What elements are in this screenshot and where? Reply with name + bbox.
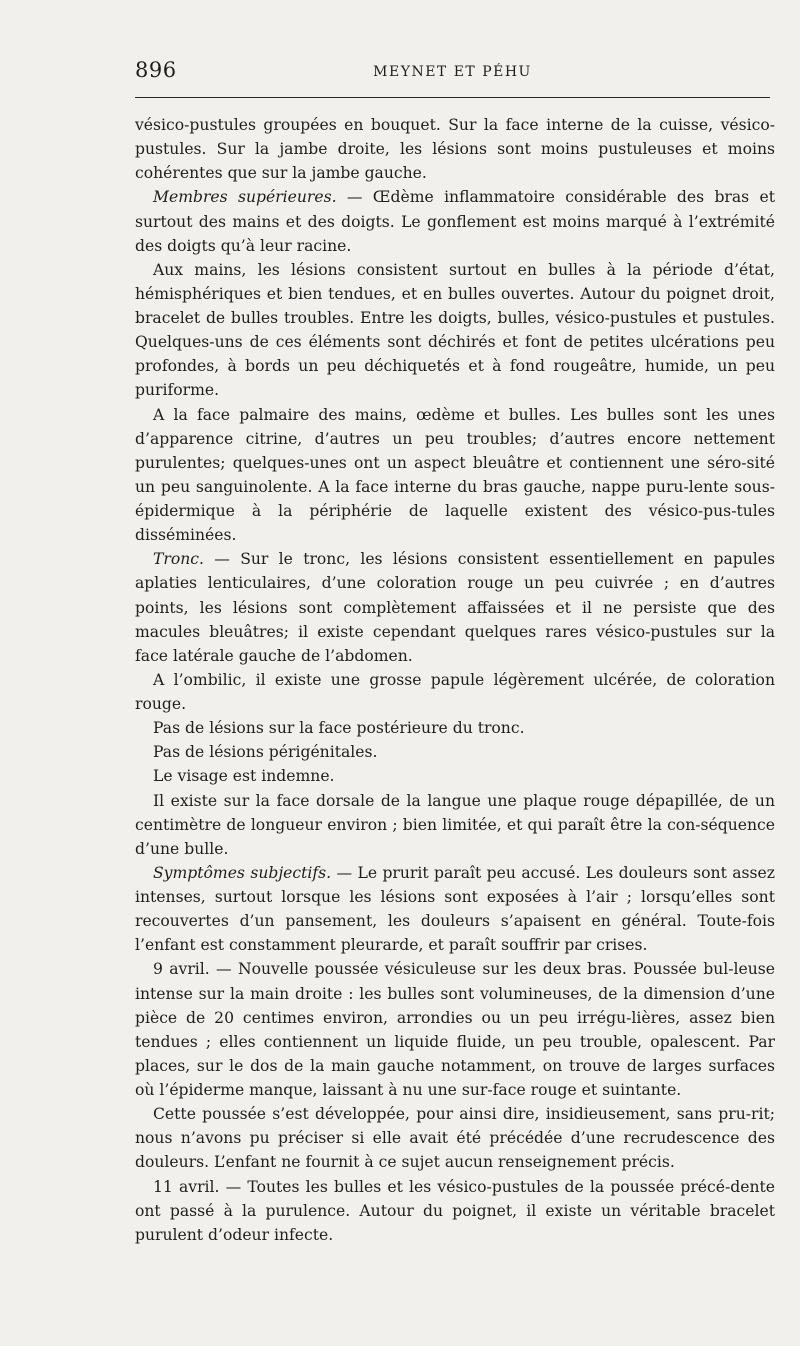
paragraph — [135, 1175, 775, 1247]
paragraph-text: A l’ombilic, il existe une grosse papule légèrement ulcérée, de coloration rouge. — [135, 670, 775, 713]
paragraph-text: — Le prurit paraît peu accusé. Les douleurs sont assez intenses, surtout lorsque les lésions sont exposées à l’air ; lorsqu’elles sont recouvertes d’un pansement, les douleurs s’apaisent en général. Toute-fois l’enfant est constamment pleurarde, et paraît souffrir par crises. — [135, 863, 775, 955]
paragraph-text: — Œdème inflammatoire considérable des bras et surtout des mains et des doigts. Le gonflement est moins marqué à l’extrémité des doigts qu’à leur racine. — [135, 188, 775, 255]
paragraph — [135, 113, 775, 185]
paragraph-text: Pas de lésions sur la face postérieure du tronc. — [153, 719, 525, 738]
page-number: 896 — [135, 58, 177, 82]
paragraph — [135, 861, 775, 958]
paragraph — [135, 740, 775, 764]
paragraph — [135, 716, 775, 740]
paragraph-text: Cette poussée s’est développée, pour ainsi dire, insidieusement, sans pru-rit; nous n’avons pu préciser si elle avait été précédée d’une recrudescence des douleurs. L’enfant ne fournit à ce sujet aucun renseignement précis. — [135, 1105, 775, 1172]
paragraph-text: vésico-pustules groupées en bouquet. Sur la face interne de la cuisse, vésico-pustules. Sur la jambe droite, les lésions sont moins pustuleuses et moins cohérentes que sur la jambe gauche. — [135, 116, 775, 183]
paragraph — [135, 547, 775, 668]
paragraph-lead: Membres supérieures. — [153, 188, 337, 207]
paragraph — [135, 957, 775, 1102]
running-head: MEYNET ET PÉHU — [373, 64, 532, 80]
paragraph-text: Aux mains, les lésions consistent surtout en bulles à la période d’état, hémisphériques et bien tendues, et en bulles ouvertes. Autour du poignet droit, bracelet de bulles troubles. Entre les doigts, bulles, vésico-pustules et pustules. Quelques-uns de ces éléments sont déchirés et font de petites ulcérations peu profondes, à bords un peu déchiquetés et à fond rougeâtre, humide, un peu puriforme. — [135, 260, 775, 400]
paragraph-text: — Sur le tronc, les lésions consistent essentiellement en papules aplaties lenticulaires, d’une coloration rouge un peu cuivrée ; en d’autres points, les lésions sont complètement affaissées et il ne persiste que des macules bleuâtres; il existe cependant quelques rares vésico-pustules sur la face latérale gauche de l’abdomen. — [135, 550, 775, 665]
paragraph — [135, 668, 775, 716]
paragraph — [135, 764, 775, 788]
paragraph — [135, 789, 775, 861]
paragraph-lead: Symptômes subjectifs. — [153, 863, 332, 882]
paragraph-text: Pas de lésions périgénitales. — [153, 743, 378, 762]
header-rule — [135, 97, 770, 98]
page-header — [135, 58, 770, 92]
paragraph — [135, 185, 775, 257]
paragraph-text: 11 avril. — Toutes les bulles et les vésico-pustules de la poussée précé-dente ont passé à la purulence. Autour du poignet, il existe un véritable bracelet purulent d’odeur infecte. — [135, 1177, 775, 1244]
paragraph-text: Il existe sur la face dorsale de la langue une plaque rouge dépapillée, de un centimètre de longueur environ ; bien limitée, et qui paraît être la con-séquence d’une bulle. — [135, 791, 775, 858]
paragraph — [135, 1102, 775, 1174]
paragraph-text: Le visage est indemne. — [153, 767, 335, 786]
paragraph — [135, 403, 775, 548]
paragraph — [135, 258, 775, 403]
paragraph-text: 9 avril. — Nouvelle poussée vésiculeuse sur les deux bras. Poussée bul-leuse intense sur la main droite : les bulles sont volumineuses, de la dimension d’une pièce de 20 centimes environ, arrondies ou un peu irrégu-lières, assez bien tendues ; elles contiennent un liquide fluide, un peu trouble, opalescent. Par places, sur le dos de la main gauche notamment, on trouve de larges surfaces où l’épiderme manque, laissant à nu une sur-face rouge et suintante. — [135, 960, 775, 1099]
paragraph-text: A la face palmaire des mains, œdème et bulles. Les bulles sont les unes d’apparence citrine, d’autres un peu troubles; d’autres encore nettement purulentes; quelques-unes ont un aspect bleuâtre et contiennent une séro-sité un peu sanguinolente. A la face interne du bras gauche, nappe puru-lente sous-épidermique à la périphérie de laquelle existent des vésico-pus-tules disséminées. — [135, 405, 775, 545]
body-text — [135, 113, 775, 1247]
paragraph-lead: Tronc. — [153, 550, 204, 569]
